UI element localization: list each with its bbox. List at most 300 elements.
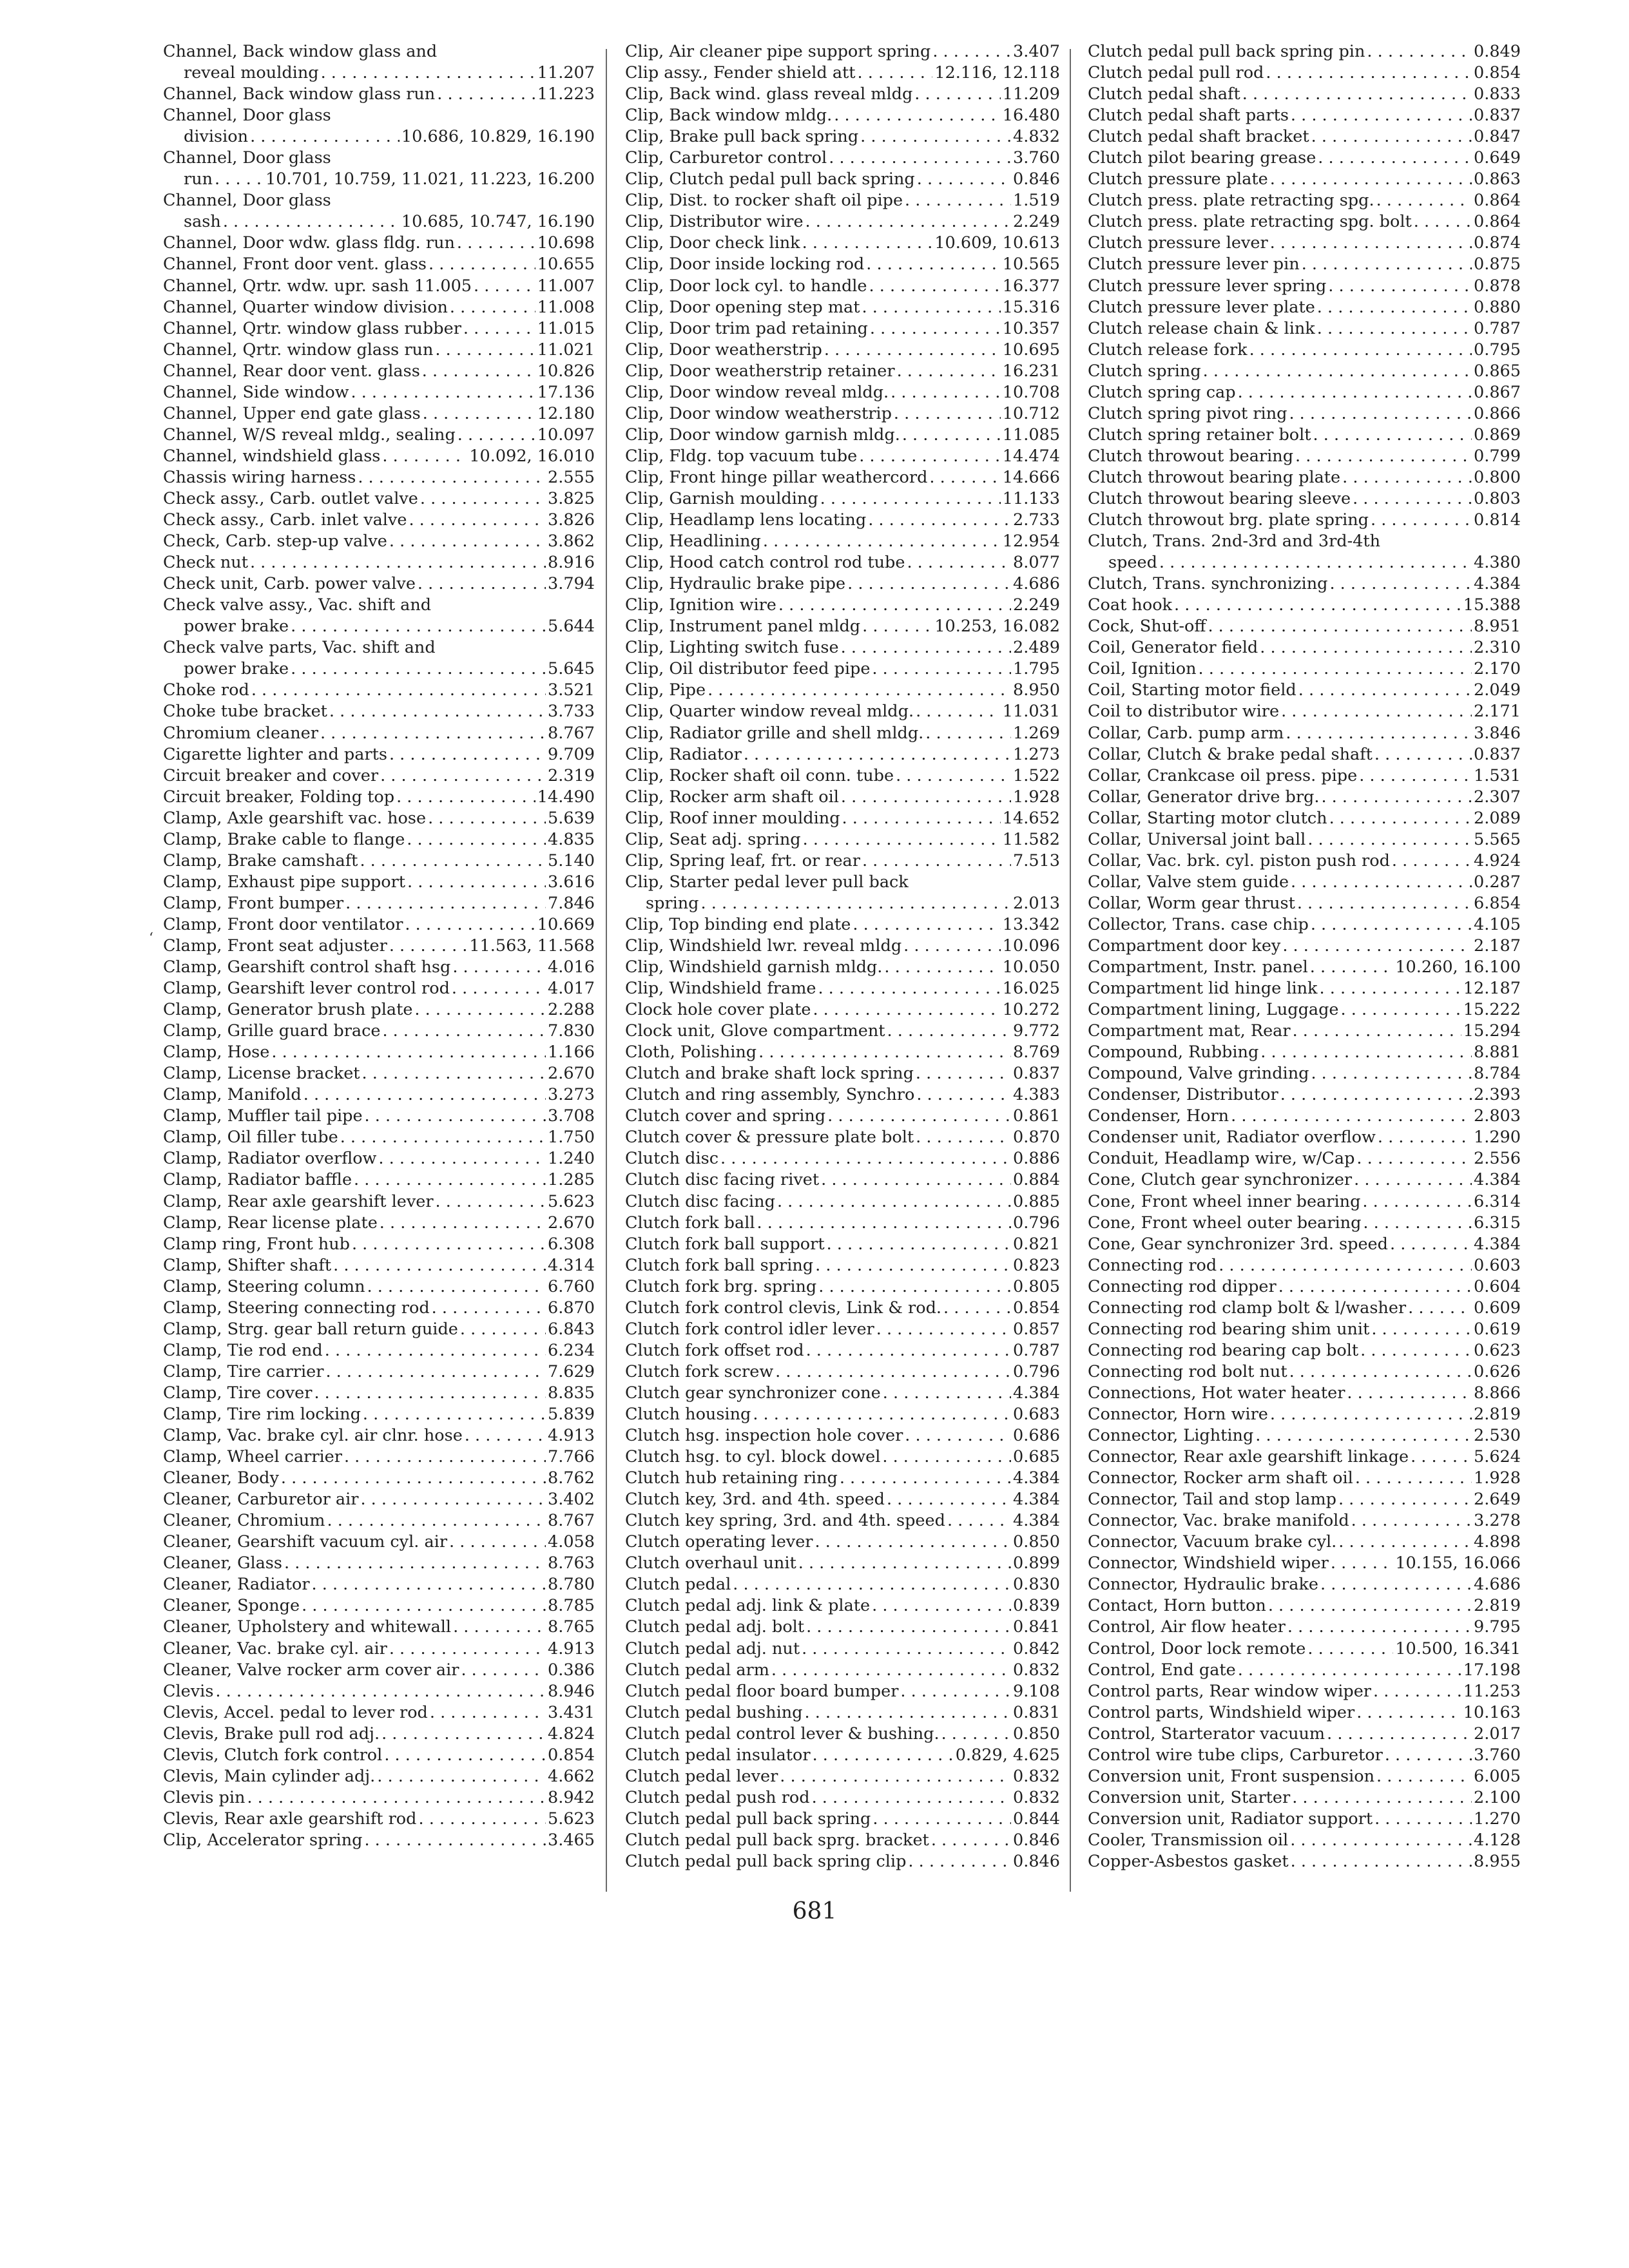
index-term: Collar, Universal joint ball (1088, 829, 1306, 849)
index-entry-line (625, 1148, 1060, 1169)
index-term: Clutch key spring, 3rd. and 4th. speed (625, 1511, 945, 1531)
index-entry (1088, 829, 1521, 850)
index-entry-line (1088, 808, 1521, 829)
index-term: Compartment lining, Luggage (1088, 1000, 1339, 1020)
index-term: Clamp, Exhaust pipe support (163, 872, 406, 892)
index-entry (625, 531, 1060, 552)
index-entry (1088, 276, 1521, 297)
index-entry (163, 872, 595, 893)
index-term: Clip, Back wind. glass reveal mldg (625, 84, 913, 104)
index-entry-line (625, 552, 1060, 573)
index-term: Clevis, Rear axle gearshift rod (163, 1809, 417, 1829)
index-page-ref: 4.913 (547, 1639, 595, 1658)
index-entry-line (163, 1106, 595, 1127)
index-entry-line (163, 41, 595, 62)
index-page-ref: 2.649 (1473, 1490, 1521, 1510)
index-entry-line (1088, 148, 1521, 169)
index-entry-line (625, 893, 1060, 914)
index-entry-line (163, 488, 595, 510)
leader-dots (418, 573, 546, 595)
index-page-ref: 2.310 (1473, 638, 1521, 658)
index-term: Clutch pedal (625, 1575, 731, 1595)
index-page-ref: 0.800 (1473, 467, 1521, 487)
index-term: Clamp, Tire rim locking (163, 1405, 361, 1424)
index-entry (625, 488, 1060, 510)
index-page-ref: 8.946 (547, 1681, 595, 1701)
leader-dots (367, 1276, 546, 1298)
leader-dots (887, 1021, 1011, 1042)
index-term: Coil to distributor wire (1088, 702, 1280, 722)
index-page-ref: 0.841 (1012, 1617, 1060, 1637)
leader-dots (449, 1532, 546, 1553)
index-term: Clutch throwout bearing plate (1088, 467, 1341, 487)
index-entry-line (163, 680, 595, 701)
index-entry-line (625, 936, 1060, 957)
index-entry-line (1088, 1617, 1521, 1638)
leader-dots (1290, 1830, 1472, 1851)
index-page-ref: 4.383 (1012, 1085, 1060, 1105)
index-entry-line (625, 1021, 1060, 1042)
leader-dots (943, 1298, 1011, 1319)
index-entry (1088, 616, 1521, 637)
leader-dots (853, 914, 1000, 936)
leader-dots (841, 637, 1011, 658)
index-entry-line (625, 1298, 1060, 1319)
leader-dots (377, 1766, 546, 1787)
index-page-ref: 4.384 (1473, 574, 1521, 594)
index-term: Clip, Radiator grille and shell mldg. (625, 723, 924, 743)
index-entry (625, 1425, 1060, 1446)
index-entry (1088, 914, 1521, 936)
index-page-ref: 2.819 (1473, 1405, 1521, 1424)
index-term: Clamp, Manifold (163, 1085, 302, 1105)
index-entry-line (163, 1148, 595, 1169)
index-page-ref: 0.839 (1012, 1596, 1060, 1616)
index-term: Clutch pressure lever plate (1088, 297, 1315, 317)
index-entry (625, 1745, 1060, 1766)
index-entry-line (163, 1234, 595, 1255)
index-term: Condenser, Distributor (1088, 1085, 1278, 1105)
index-page-ref: 5.623 (547, 1191, 595, 1211)
index-term: Check assy., Carb. inlet valve (163, 510, 407, 530)
index-term: Clevis, Accel. pedal to lever rod (163, 1702, 428, 1722)
index-term: Clutch spring pivot ring (1088, 403, 1287, 423)
index-term: Clamp, Gearshift lever control rod (163, 979, 450, 999)
index-entry (625, 297, 1060, 318)
leader-dots (812, 1787, 1011, 1809)
index-term: power brake (184, 617, 289, 637)
index-page-ref: 10.500, 16.341 (1395, 1639, 1521, 1658)
leader-dots (405, 914, 535, 936)
index-page-ref: 0.854 (547, 1745, 595, 1765)
index-entry (163, 1319, 595, 1340)
leader-dots (380, 1213, 546, 1234)
index-entry (1088, 1830, 1521, 1851)
index-page-ref: 3.273 (547, 1085, 595, 1105)
leader-dots (1260, 637, 1472, 658)
leader-dots (813, 1745, 954, 1766)
leader-dots (363, 1404, 546, 1425)
index-page-ref: 0.623 (1473, 1340, 1521, 1360)
index-page-ref: 0.899 (1012, 1553, 1060, 1573)
index-entry-line (163, 552, 595, 573)
leader-dots (802, 233, 933, 254)
index-page-ref: 1.285 (547, 1170, 595, 1190)
index-entry (1088, 936, 1521, 957)
index-term: Clutch cover & pressure plate bolt (625, 1128, 914, 1148)
index-entry-line (1088, 1745, 1521, 1766)
leader-dots (1249, 340, 1472, 361)
index-entry (163, 957, 595, 978)
index-entry-line (1088, 1148, 1521, 1169)
index-entry-line (625, 658, 1060, 680)
index-entry-line (625, 1213, 1060, 1234)
index-term: Cleaner, Valve rocker arm cover air (163, 1660, 459, 1680)
index-page-ref: 0.842 (1012, 1639, 1060, 1658)
index-entry (163, 1724, 595, 1745)
index-entry (1088, 1446, 1521, 1468)
index-entry (1088, 446, 1521, 467)
leader-dots (1374, 1809, 1472, 1830)
index-page-ref: 10.609, 10.613 (934, 233, 1060, 253)
index-entry-line (1088, 467, 1521, 488)
leader-dots (821, 1169, 1011, 1191)
index-entry (163, 297, 595, 318)
index-page-ref: 5.839 (547, 1405, 595, 1424)
index-entry-line (163, 1660, 595, 1681)
index-entry (1088, 1148, 1521, 1169)
index-term: Clip, Garnish moulding (625, 488, 818, 508)
index-page-ref: 1.290 (1473, 1128, 1521, 1148)
index-entry-line (625, 1574, 1060, 1595)
index-entry (625, 1191, 1060, 1213)
index-entry-line (625, 1127, 1060, 1148)
index-entry-line (625, 41, 1060, 62)
index-entry-line (163, 1361, 595, 1383)
index-entry-line (625, 488, 1060, 510)
index-entry (1088, 169, 1521, 190)
index-entry-line (1088, 1766, 1521, 1787)
index-entry (1088, 1063, 1521, 1084)
index-entry (1088, 1084, 1521, 1106)
index-term: Clip, Ignition wire (625, 595, 776, 615)
index-term: Compound, Valve grinding (1088, 1064, 1309, 1084)
index-term: Clip, Fldg. top vacuum tube (625, 446, 858, 466)
index-entry-line (625, 318, 1060, 340)
leader-dots (384, 1745, 546, 1766)
index-entry-line (1088, 872, 1521, 893)
index-entry-line (1088, 1809, 1521, 1830)
index-entry-line (1088, 1106, 1521, 1127)
leader-dots (1310, 957, 1394, 978)
index-page-ref: 4.384 (1012, 1468, 1060, 1488)
index-term: Conversion unit, Front suspension (1088, 1766, 1375, 1786)
index-entry-line (1088, 425, 1521, 446)
index-entry (163, 1553, 595, 1574)
index-entry-line (1088, 616, 1521, 637)
index-entry-line (625, 126, 1060, 148)
index-page-ref: 10.357 (1002, 318, 1060, 338)
index-page-ref: 6.843 (547, 1319, 595, 1339)
index-term: Clutch press. plate retracting spg. bolt (1088, 212, 1412, 232)
leader-dots (1286, 723, 1472, 744)
index-page-ref: 2.319 (547, 765, 595, 785)
leader-dots (414, 999, 546, 1021)
index-entry-line (163, 1489, 595, 1510)
index-term: Cleaner, Radiator (163, 1575, 310, 1595)
leader-dots (1356, 1702, 1461, 1724)
index-page-ref: 0.864 (1473, 191, 1521, 211)
index-term: Clamp, Radiator overflow (163, 1149, 377, 1169)
index-page-ref: 3.465 (547, 1830, 595, 1850)
index-entry-line (625, 84, 1060, 105)
index-page-ref: 4.662 (547, 1766, 595, 1786)
leader-dots (1320, 978, 1461, 999)
index-page-ref: 0.880 (1473, 297, 1521, 317)
leader-dots (708, 680, 1011, 701)
index-term: Control, Door lock remote (1088, 1639, 1306, 1658)
index-entry (625, 1724, 1060, 1745)
index-entry-line (163, 1340, 595, 1361)
leader-dots (1219, 1255, 1472, 1276)
index-entry-line (625, 616, 1060, 637)
leader-dots (916, 1127, 1011, 1148)
index-term: Clutch hub retaining ring (625, 1468, 838, 1488)
index-entry (1088, 957, 1521, 978)
index-entry-line (625, 297, 1060, 318)
index-entry (163, 531, 595, 552)
index-entry-line (625, 276, 1060, 297)
index-entry-line (625, 1787, 1060, 1809)
index-term: Clip, Roof inner moulding (625, 808, 840, 828)
index-term: Control, Air flow heater (1088, 1617, 1286, 1637)
index-entry-line (163, 425, 595, 446)
index-entry-line (1088, 1787, 1521, 1809)
index-page-ref: 0.878 (1473, 276, 1521, 296)
index-entry (625, 233, 1060, 254)
index-entry (163, 510, 595, 531)
index-entry (1088, 105, 1521, 126)
index-entry (625, 1319, 1060, 1340)
index-entry-line (163, 829, 595, 850)
index-entry (163, 361, 595, 382)
leader-dots (897, 361, 1001, 382)
index-entry-line (1088, 169, 1521, 190)
index-page-ref: 11.007 (537, 276, 595, 296)
index-page-ref: 3.794 (547, 574, 595, 594)
index-page-ref: 11.223 (537, 84, 595, 104)
index-entry (1088, 744, 1521, 765)
index-term: Clutch hsg. to cyl. block dowel (625, 1447, 881, 1467)
leader-dots (453, 1617, 546, 1638)
index-entry (163, 1595, 595, 1617)
index-page-ref: 17.198 (1463, 1660, 1521, 1680)
index-page-ref: 2.803 (1473, 1106, 1521, 1126)
index-entry (625, 1468, 1060, 1489)
index-entry (163, 1106, 595, 1127)
index-entry-line (1088, 1021, 1521, 1042)
index-entry-line (625, 1851, 1060, 1872)
index-term: Clip, Hydraulic brake pipe (625, 574, 846, 594)
leader-dots (1298, 680, 1472, 701)
index-entry-line (163, 1532, 595, 1553)
index-entry-line (163, 1191, 595, 1213)
index-term: Clutch pedal insulator (625, 1745, 811, 1765)
index-entry (625, 658, 1060, 680)
index-entry (625, 936, 1060, 957)
index-entry-line (1088, 680, 1521, 701)
leader-dots (818, 978, 1000, 999)
index-page-ref: 2.489 (1012, 638, 1060, 658)
index-entry-line (1088, 1234, 1521, 1255)
index-term: Clutch throwout bearing sleeve (1088, 488, 1351, 508)
index-entry (625, 1639, 1060, 1660)
index-entry-line (163, 637, 595, 658)
index-term: Channel, Rear door vent. glass (163, 361, 420, 381)
index-entry (1088, 254, 1521, 275)
leader-dots (271, 1042, 546, 1063)
index-entry-line (1088, 1510, 1521, 1532)
index-entry (163, 1383, 595, 1404)
leader-dots (340, 1127, 546, 1148)
index-page-ref: 3.407 (1012, 42, 1060, 61)
index-term: Connector, Vac. brake manifold (1088, 1511, 1349, 1531)
leader-dots (815, 1532, 1011, 1553)
index-entry-line (163, 1042, 595, 1063)
index-page-ref: 8.077 (1012, 553, 1060, 573)
index-entry-line (1088, 1830, 1521, 1851)
index-entry (625, 723, 1060, 744)
index-entry-line (625, 787, 1060, 808)
leader-dots (1351, 1510, 1472, 1532)
leader-dots (358, 467, 546, 488)
index-entry-line (1088, 701, 1521, 722)
index-term: Clip, Front hinge pillar weathercord (625, 467, 928, 487)
index-entry (625, 1446, 1060, 1468)
leader-dots (744, 744, 1011, 765)
leader-dots (805, 211, 1011, 233)
index-entry (163, 1766, 595, 1787)
index-term: Cone, Clutch gear synchronizer (1088, 1170, 1353, 1190)
index-entry (1088, 1340, 1521, 1361)
leader-dots (1293, 1021, 1461, 1042)
index-entry (625, 1830, 1060, 1851)
index-entry-line (163, 616, 595, 637)
index-entry-line (625, 573, 1060, 595)
index-page-ref: 10.655 (537, 255, 595, 274)
index-page-ref: 3.431 (547, 1702, 595, 1722)
leader-dots (389, 936, 468, 957)
index-entry (1088, 765, 1521, 787)
index-term: Cleaner, Carburetor air (163, 1490, 359, 1510)
leader-dots (418, 1809, 546, 1830)
leader-dots (818, 1276, 1011, 1298)
index-page-ref: 2.170 (1473, 659, 1521, 679)
leader-dots (842, 808, 1001, 829)
index-term: Clip, Pipe (625, 680, 706, 700)
index-entry (163, 1276, 595, 1298)
index-page-ref: 2.249 (1012, 212, 1060, 232)
index-entry (1088, 1766, 1521, 1787)
index-entry (625, 1574, 1060, 1595)
leader-dots (325, 1361, 546, 1383)
index-page-ref: 4.384 (1012, 1383, 1060, 1403)
index-page-ref: 2.670 (547, 1064, 595, 1084)
index-entry (1088, 1021, 1521, 1042)
index-entry-line (163, 1809, 595, 1830)
index-term: Clamp, License bracket (163, 1064, 360, 1084)
index-entry (625, 765, 1060, 787)
leader-dots (872, 1809, 1011, 1830)
index-term: Collar, Starting motor clutch (1088, 808, 1327, 828)
index-entry (1088, 1660, 1521, 1681)
index-page-ref: 11.207 (537, 63, 595, 83)
leader-dots (420, 488, 546, 510)
leader-dots (733, 1574, 1011, 1595)
leader-dots (430, 1702, 546, 1724)
index-term: spring (646, 893, 699, 913)
index-term: Compartment lid hinge link (1088, 979, 1318, 999)
index-entry (625, 552, 1060, 573)
leader-dots (250, 126, 400, 148)
index-entry-line (1088, 318, 1521, 340)
index-term: Copper-Asbestos gasket (1088, 1851, 1289, 1871)
index-page-ref: 11.021 (537, 340, 595, 360)
index-entry-line (1088, 1681, 1521, 1702)
index-entry (1088, 1532, 1521, 1553)
index-entry-line (163, 1169, 595, 1191)
index-entry-line (625, 850, 1060, 872)
index-page-ref: 4.314 (547, 1255, 595, 1275)
index-entry (163, 1639, 595, 1660)
leader-dots (284, 1553, 546, 1574)
index-entry-line (163, 658, 595, 680)
index-term: Clutch pedal shaft (1088, 84, 1240, 104)
index-entry-line (1088, 531, 1521, 552)
index-entry-line (1088, 1553, 1521, 1574)
index-term: Clamp, Front seat adjuster (163, 936, 387, 956)
index-page-ref: 2.017 (1473, 1724, 1521, 1744)
index-term: Clamp, Gearshift control shaft hsg (163, 957, 451, 977)
index-entry-line (625, 531, 1060, 552)
index-entry-line (1088, 1574, 1521, 1595)
index-entry-line (1088, 658, 1521, 680)
index-entry (625, 84, 1060, 105)
index-entry (625, 1255, 1060, 1276)
index-page-ref: 7.513 (1012, 850, 1060, 870)
leader-dots (1231, 1106, 1472, 1127)
leader-dots (931, 1830, 1011, 1851)
leader-dots (806, 1617, 1011, 1638)
index-entry-line (1088, 1851, 1521, 1872)
index-entry (1088, 1851, 1521, 1872)
index-entry-line (625, 1063, 1060, 1084)
index-entry-line (1088, 254, 1521, 275)
index-page-ref: 3.402 (547, 1490, 595, 1510)
leader-dots (1242, 84, 1472, 105)
index-entry-line (163, 1063, 595, 1084)
leader-dots (1327, 1724, 1472, 1745)
index-term: Cloth, Polishing (625, 1043, 757, 1062)
index-page-ref: 8.942 (547, 1787, 595, 1807)
index-page-ref: 17.136 (537, 382, 595, 402)
index-entry-line (163, 936, 595, 957)
index-entry (625, 446, 1060, 467)
index-entry-line (1088, 1595, 1521, 1617)
index-entry (163, 573, 595, 595)
index-entry (1088, 190, 1521, 211)
index-page-ref: 3.708 (547, 1106, 595, 1126)
